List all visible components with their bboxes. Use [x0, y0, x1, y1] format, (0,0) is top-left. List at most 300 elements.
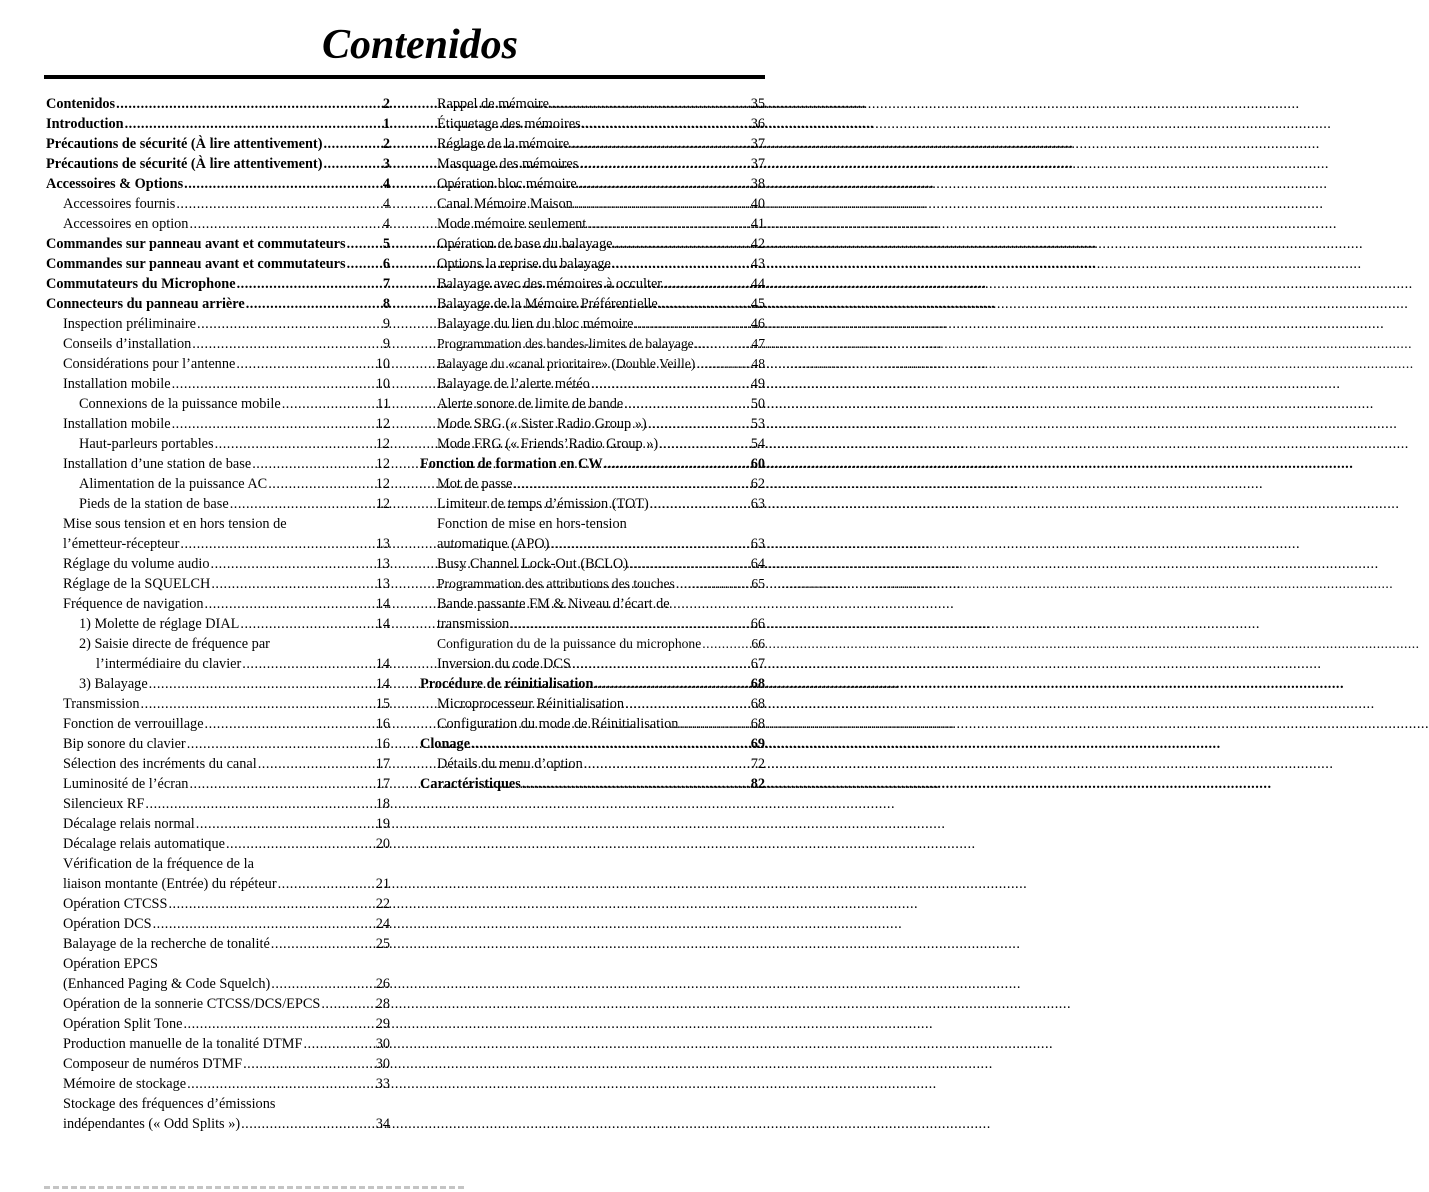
dot-leader [271, 974, 374, 994]
toc-entry-page: 48 [751, 356, 765, 371]
toc-entry[interactable] [420, 154, 765, 174]
dot-leader [695, 334, 751, 354]
toc-entry-page: 8 [382, 296, 390, 312]
toc-entry[interactable] [46, 534, 390, 554]
toc-entry-title: Inspection préliminaire [63, 316, 196, 332]
toc-entry[interactable] [46, 774, 390, 794]
toc-entry-page: 12 [375, 496, 390, 512]
toc-entry[interactable] [46, 574, 390, 594]
toc-entry-title: Microprocesseur Réinitialisation [437, 696, 625, 712]
dot-leader [141, 694, 375, 714]
toc-entry[interactable] [46, 754, 390, 774]
toc-entry[interactable] [420, 534, 765, 554]
dot-leader [145, 794, 374, 814]
toc-entry[interactable] [46, 1074, 390, 1094]
toc-entry[interactable] [46, 434, 390, 454]
toc-entry-title: liaison montante (Entrée) du répéteur [63, 876, 277, 892]
toc-entry-title: Accessoires en option [63, 216, 189, 232]
toc-entry-page: 3 [382, 156, 390, 172]
toc-entry-title: Détails du menu d’option [437, 756, 583, 772]
toc-entry[interactable] [46, 234, 390, 254]
toc-entry[interactable] [420, 274, 765, 294]
toc-entry-title: Opération DCS [63, 916, 152, 932]
toc-entry-title: Luminosité de l’écran [63, 776, 189, 792]
dot-leader [189, 774, 374, 794]
toc-entry[interactable] [46, 734, 390, 754]
toc-entry[interactable] [420, 574, 765, 594]
toc-entry[interactable] [46, 654, 390, 674]
toc-entry-page: 18 [375, 796, 390, 812]
toc-entry-title: Précautions de sécurité (À lire attentivement) [46, 136, 323, 152]
dot-leader [241, 1114, 375, 1134]
toc-entry[interactable] [46, 194, 390, 214]
toc-entry-title: Balayage de la Mémoire Préférentielle [437, 296, 658, 312]
toc-entry-title: Programmation des attributions des touches [437, 576, 675, 591]
toc-entry-page: 30 [375, 1036, 390, 1052]
toc-entry-page: 2 [382, 136, 390, 152]
dot-leader [510, 614, 749, 634]
toc-entry[interactable] [420, 594, 765, 614]
toc-entry-title: Considérations pour l’antenne [63, 356, 236, 372]
dot-leader [584, 754, 750, 774]
dot-leader [184, 174, 382, 194]
toc-entry-title: Silencieux RF [63, 796, 145, 812]
toc-entry-title: Accessoires & Options [46, 176, 184, 192]
toc-entry-title: Opération de base du balayage [437, 236, 613, 252]
toc-entry[interactable] [46, 334, 390, 354]
toc-entry[interactable] [46, 214, 390, 234]
toc-entry[interactable] [46, 854, 390, 874]
toc-entry-page: 14 [375, 676, 390, 692]
toc-entry-title: Canal Mémoire Maison [437, 196, 573, 212]
toc-entry-title: Mot de passe [437, 476, 513, 492]
toc-entry-page: 29 [375, 1016, 390, 1032]
toc-entry-page: 67 [750, 656, 765, 672]
toc-entry-title: 1) Molette de réglage DIAL [79, 616, 240, 632]
toc-entry-page: 14 [375, 596, 390, 612]
toc-entry-title: Étiquetage des mémoires [437, 116, 581, 132]
toc-entry-title: Commutateurs du Microphone [46, 276, 236, 292]
toc-entry[interactable] [46, 594, 390, 614]
dot-leader [172, 374, 375, 394]
toc-entry-page: 11 [376, 396, 390, 412]
toc-entry[interactable] [420, 654, 765, 674]
toc-entry[interactable] [420, 694, 765, 714]
toc-entry[interactable] [46, 794, 390, 814]
toc-entry[interactable] [420, 394, 765, 414]
toc-entry-title: Installation mobile [63, 416, 171, 432]
toc-entry-title: Haut-parleurs portables [79, 436, 214, 452]
toc-entry-title: Décalage relais automatique [63, 836, 225, 852]
toc-entry[interactable] [46, 934, 390, 954]
toc-entry-title: Opération CTCSS [63, 896, 168, 912]
dot-leader [676, 574, 751, 594]
toc-entry[interactable] [46, 634, 390, 654]
dot-leader [176, 194, 381, 214]
toc-entry-title: Clonage [420, 736, 471, 752]
toc-entry-page: 45 [750, 296, 765, 312]
dot-leader [323, 154, 381, 174]
toc-entry-title: l’émetteur-récepteur [63, 536, 180, 552]
dot-leader [236, 354, 374, 374]
toc-entry[interactable] [420, 494, 765, 514]
toc-entry[interactable] [420, 254, 765, 274]
toc-entry-page: 12 [375, 416, 390, 432]
toc-entry-page: 5 [382, 236, 390, 252]
dot-leader [570, 134, 750, 154]
dot-leader [650, 494, 750, 514]
toc-entry[interactable] [46, 914, 390, 934]
toc-entry-page: 65 [751, 576, 765, 591]
dot-leader [625, 694, 750, 714]
toc-entry-title: Options la reprise du balayage [437, 256, 611, 272]
dot-leader [278, 874, 375, 894]
dot-leader [347, 254, 382, 274]
toc-entry-page: 82 [750, 776, 765, 792]
toc-entry[interactable] [46, 514, 390, 534]
toc-entry[interactable] [46, 414, 390, 434]
dot-leader [513, 474, 749, 494]
dot-leader [196, 814, 375, 834]
toc-entry[interactable] [46, 174, 390, 194]
dot-leader [125, 114, 382, 134]
toc-entry-page: 50 [750, 396, 765, 412]
toc-entry-title: Introduction [46, 116, 124, 132]
toc-entry[interactable] [46, 614, 390, 634]
toc-entry-title: Balayage du lien du bloc mémoire [437, 316, 634, 332]
toc-entry[interactable] [46, 134, 390, 154]
toc-entry-page: 40 [750, 196, 765, 212]
toc-entry[interactable] [420, 474, 765, 494]
toc-entry-page: 22 [375, 896, 390, 912]
toc-entry[interactable] [420, 454, 765, 474]
dot-leader [189, 214, 381, 234]
dot-leader [696, 354, 750, 374]
toc-entry[interactable] [46, 474, 390, 494]
toc-entry-page: 33 [375, 1076, 390, 1092]
toc-entry-title: Vérification de la fréquence de la [63, 856, 254, 872]
toc-entry-page: 54 [750, 436, 765, 452]
toc-entry-title: Production manuelle de la tonalité DTMF [63, 1036, 303, 1052]
toc-entry-title: (Enhanced Paging & Code Squelch) [63, 976, 271, 992]
toc-entry-page: 6 [382, 256, 390, 272]
toc-entry-page: 4 [382, 216, 390, 232]
toc-entry-page: 44 [750, 276, 765, 292]
toc-entry-title: Transmission [63, 696, 140, 712]
dot-leader [252, 454, 375, 474]
dot-leader [613, 234, 749, 254]
dot-leader [347, 234, 382, 254]
toc-entry[interactable] [420, 214, 765, 234]
toc-entry[interactable] [420, 94, 765, 114]
toc-entry-page: 4 [382, 196, 390, 212]
dot-leader [246, 294, 382, 314]
dot-leader [522, 774, 750, 794]
toc-entry-page: 37 [750, 156, 765, 172]
toc-entry[interactable] [420, 234, 765, 254]
dot-leader [268, 474, 374, 494]
toc-entry[interactable] [46, 894, 390, 914]
toc-entry-title: Sélection des incréments du canal [63, 756, 257, 772]
toc-entry-page: 1 [382, 116, 390, 132]
toc-entry[interactable] [420, 714, 765, 734]
toc-entry[interactable] [46, 1114, 390, 1134]
toc-entry-page: 15 [375, 696, 390, 712]
toc-entry-title: l’intermédiaire du clavier [96, 656, 242, 672]
toc-entry-page: 63 [750, 496, 765, 512]
toc-entry[interactable] [420, 354, 765, 374]
toc-entry-title: Installation mobile [63, 376, 171, 392]
toc-entry[interactable] [46, 994, 390, 1014]
toc-entry-page: 16 [375, 736, 390, 752]
toc-entry-title: Procédure de réinitialisation [420, 676, 594, 692]
toc-entry[interactable] [420, 674, 765, 694]
toc-entry[interactable] [420, 614, 765, 634]
toc-entry-page: 12 [375, 436, 390, 452]
dot-leader [215, 434, 375, 454]
toc-entry[interactable] [420, 514, 765, 534]
page-title: Contenidos [321, 22, 519, 68]
toc-entry-page: 26 [375, 976, 390, 992]
dot-leader [321, 994, 374, 1014]
toc-entry-page: 64 [750, 556, 765, 572]
toc-entry-page: 34 [375, 1116, 390, 1132]
toc-entry-title: Alerte sonore de limite de bande [437, 396, 624, 412]
toc-entry[interactable] [46, 674, 390, 694]
toc-entry[interactable] [46, 714, 390, 734]
toc-entry-title: Fonction de formation en CW [420, 456, 603, 472]
dot-leader [197, 314, 382, 334]
toc-entry[interactable] [420, 634, 765, 654]
toc-entry-title: Masquage des mémoires [437, 156, 579, 172]
toc-entry[interactable] [46, 274, 390, 294]
dot-leader [180, 534, 374, 554]
dot-leader [211, 574, 374, 594]
dot-leader [629, 554, 750, 574]
toc-entry[interactable] [46, 394, 390, 414]
toc-entry-title: Installation d’une station de base [63, 456, 252, 472]
toc-entry[interactable] [420, 734, 765, 754]
toc-entry-title: Alimentation de la puissance AC [79, 476, 268, 492]
toc-entry[interactable] [46, 954, 390, 974]
toc-entry-page: 20 [375, 836, 390, 852]
toc-entry[interactable] [46, 154, 390, 174]
toc-entry-title: Pieds de la station de base [79, 496, 229, 512]
toc-entry-page: 21 [375, 876, 390, 892]
dot-leader [679, 714, 749, 734]
dot-leader [205, 594, 375, 614]
dot-leader [282, 394, 376, 414]
dot-leader [604, 454, 750, 474]
toc-entry-page: 7 [382, 276, 390, 292]
toc-entry-page: 16 [375, 716, 390, 732]
toc-entry[interactable] [420, 754, 765, 774]
toc-entry-page: 68 [750, 676, 765, 692]
toc-entry-title: Réglage de la SQUELCH [63, 576, 211, 592]
dot-leader [550, 534, 749, 554]
toc-entry[interactable] [46, 374, 390, 394]
dot-leader [659, 294, 750, 314]
toc-entry-page: 30 [375, 1056, 390, 1072]
toc-entry-title: Composeur de numéros DTMF [63, 1056, 243, 1072]
dot-leader [574, 194, 750, 214]
toc-entry[interactable] [420, 174, 765, 194]
dot-leader [226, 834, 375, 854]
toc-entry[interactable] [46, 94, 390, 114]
toc-entry-page: 43 [750, 256, 765, 272]
footer-marks [44, 1186, 464, 1189]
toc-entry[interactable] [46, 1054, 390, 1074]
toc-entry-title: Balayage du «canal prioritaire» (Double Veille) [437, 356, 696, 371]
toc-entry[interactable] [420, 114, 765, 134]
toc-entry[interactable] [46, 314, 390, 334]
toc-entry-page: 37 [750, 136, 765, 152]
toc-entry-title: Programmation des bandes-limites de balayage [437, 336, 694, 351]
toc-entry-page: 10 [375, 376, 390, 392]
dot-leader [230, 494, 375, 514]
toc-entry[interactable] [46, 354, 390, 374]
toc-entry[interactable] [46, 554, 390, 574]
toc-entry-page: 62 [750, 476, 765, 492]
toc-column-right [420, 94, 765, 794]
toc-entry[interactable] [46, 254, 390, 274]
toc-entry-page: 28 [375, 996, 390, 1012]
toc-entry-page: 17 [375, 776, 390, 792]
toc-entry-page: 4 [382, 176, 390, 192]
toc-entry-page: 14 [375, 656, 390, 672]
toc-entry-title: Mémoire de stockage [63, 1076, 187, 1092]
toc-entry-title: Décalage relais normal [63, 816, 195, 832]
toc-entry-title: automatique (APO) [437, 536, 550, 552]
dot-leader [303, 1034, 374, 1054]
toc-entry-page: 19 [375, 816, 390, 832]
toc-entry-page: 13 [375, 536, 390, 552]
dot-leader [659, 434, 750, 454]
dot-leader [192, 334, 382, 354]
toc-entry-page: 25 [375, 936, 390, 952]
toc-entry-title: Configuration du de la puissance du microphone [437, 636, 702, 651]
toc-entry-page: 42 [750, 236, 765, 252]
toc-entry-title: Opération Split Tone [63, 1016, 183, 1032]
dot-leader [271, 934, 375, 954]
dot-leader [149, 674, 375, 694]
toc-entry-title: Bip sonore du clavier [63, 736, 186, 752]
toc-entry-page: 10 [375, 356, 390, 372]
dot-leader [471, 734, 750, 754]
toc-entry-page: 68 [750, 716, 765, 732]
toc-entry-title: Réglage de la mémoire [437, 136, 570, 152]
toc-entry-page: 13 [375, 556, 390, 572]
toc-entry-page: 72 [750, 756, 765, 772]
toc-entry-title: Opération EPCS [63, 956, 158, 972]
toc-entry-title: Inversion du code DCS [437, 656, 571, 672]
toc-entry[interactable] [46, 494, 390, 514]
toc-entry-title: Mise sous tension et en hors tension de [63, 516, 287, 532]
dot-leader [205, 714, 375, 734]
toc-entry-title: Caractéristiques [420, 776, 521, 792]
toc-entry-page: 41 [750, 216, 765, 232]
toc-entry[interactable] [46, 1094, 390, 1114]
dot-leader [187, 734, 375, 754]
toc-entry[interactable] [420, 134, 765, 154]
toc-entry[interactable] [420, 554, 765, 574]
toc-entry-page: 13 [375, 576, 390, 592]
toc-entry-title: Mode mémoire seulement [437, 216, 587, 232]
dot-leader [591, 374, 750, 394]
toc-entry[interactable] [46, 1034, 390, 1054]
toc-entry-page: 66 [751, 636, 765, 651]
toc-entry-page: 9 [382, 316, 390, 332]
toc-entry[interactable] [46, 294, 390, 314]
toc-entry-title: Précautions de sécurité (À lire attentivement) [46, 156, 323, 172]
dot-leader [240, 614, 374, 634]
dot-leader [237, 274, 382, 294]
toc-entry[interactable] [420, 334, 765, 354]
toc-entry[interactable] [420, 374, 765, 394]
dot-leader [153, 914, 375, 934]
toc-entry-page: 36 [750, 116, 765, 132]
toc-entry-title: Connexions de la puissance mobile [79, 396, 281, 412]
dot-leader [172, 414, 375, 434]
dot-leader [702, 634, 750, 654]
toc-entry[interactable] [420, 194, 765, 214]
toc-entry-title: Opération de la sonnerie CTCSS/DCS/EPCS [63, 996, 321, 1012]
toc-entry-title: Contenidos [46, 96, 116, 112]
toc-entry-title: Busy Channel Lock-Out (BCLO) [437, 556, 628, 572]
toc-entry[interactable] [420, 414, 765, 434]
toc-entry[interactable] [46, 694, 390, 714]
toc-entry[interactable] [420, 314, 765, 334]
toc-entry-title: Accessoires fournis [63, 196, 176, 212]
toc-entry[interactable] [420, 294, 765, 314]
toc-entry[interactable] [420, 774, 765, 794]
toc-entry-page: 60 [750, 456, 765, 472]
dot-leader [187, 1074, 375, 1094]
dot-leader [648, 414, 750, 434]
toc-entry-page: 47 [751, 336, 765, 351]
toc-entry[interactable] [46, 114, 390, 134]
toc-entry[interactable] [46, 974, 390, 994]
dot-leader [582, 114, 750, 134]
toc-entry-title: Limiteur de temps d’émission (TOT) [437, 496, 649, 512]
toc-entry[interactable] [46, 874, 390, 894]
toc-entry-title: Fonction de verrouillage [63, 716, 204, 732]
toc-entry-title: Stockage des fréquences d’émissions [63, 1096, 276, 1112]
dot-leader [550, 94, 750, 114]
toc-entry-title: 3) Balayage [79, 676, 148, 692]
toc-entry-title: Fonction de mise en hors-tension [437, 516, 627, 532]
dot-leader [168, 894, 374, 914]
toc-entry-title: transmission [437, 616, 510, 632]
toc-entry-page: 2 [382, 96, 390, 112]
dot-leader [612, 254, 750, 274]
toc-entry[interactable] [46, 814, 390, 834]
toc-entry-page: 14 [375, 616, 390, 632]
toc-entry-title: Mode SRG (« Sister Radio Group ») [437, 416, 647, 432]
toc-entry-page: 9 [382, 336, 390, 352]
toc-entry-page: 69 [750, 736, 765, 752]
toc-entry-title: indépendantes (« Odd Splits ») [63, 1116, 241, 1132]
title-rule [44, 75, 765, 79]
toc-entry[interactable] [46, 834, 390, 854]
toc-entry[interactable] [420, 434, 765, 454]
dot-leader [594, 674, 749, 694]
dot-leader [116, 94, 382, 114]
toc-entry[interactable] [46, 454, 390, 474]
toc-entry-title: 2) Saisie directe de fréquence par [79, 636, 270, 652]
toc-column-left [46, 94, 390, 1134]
toc-entry[interactable] [46, 1014, 390, 1034]
